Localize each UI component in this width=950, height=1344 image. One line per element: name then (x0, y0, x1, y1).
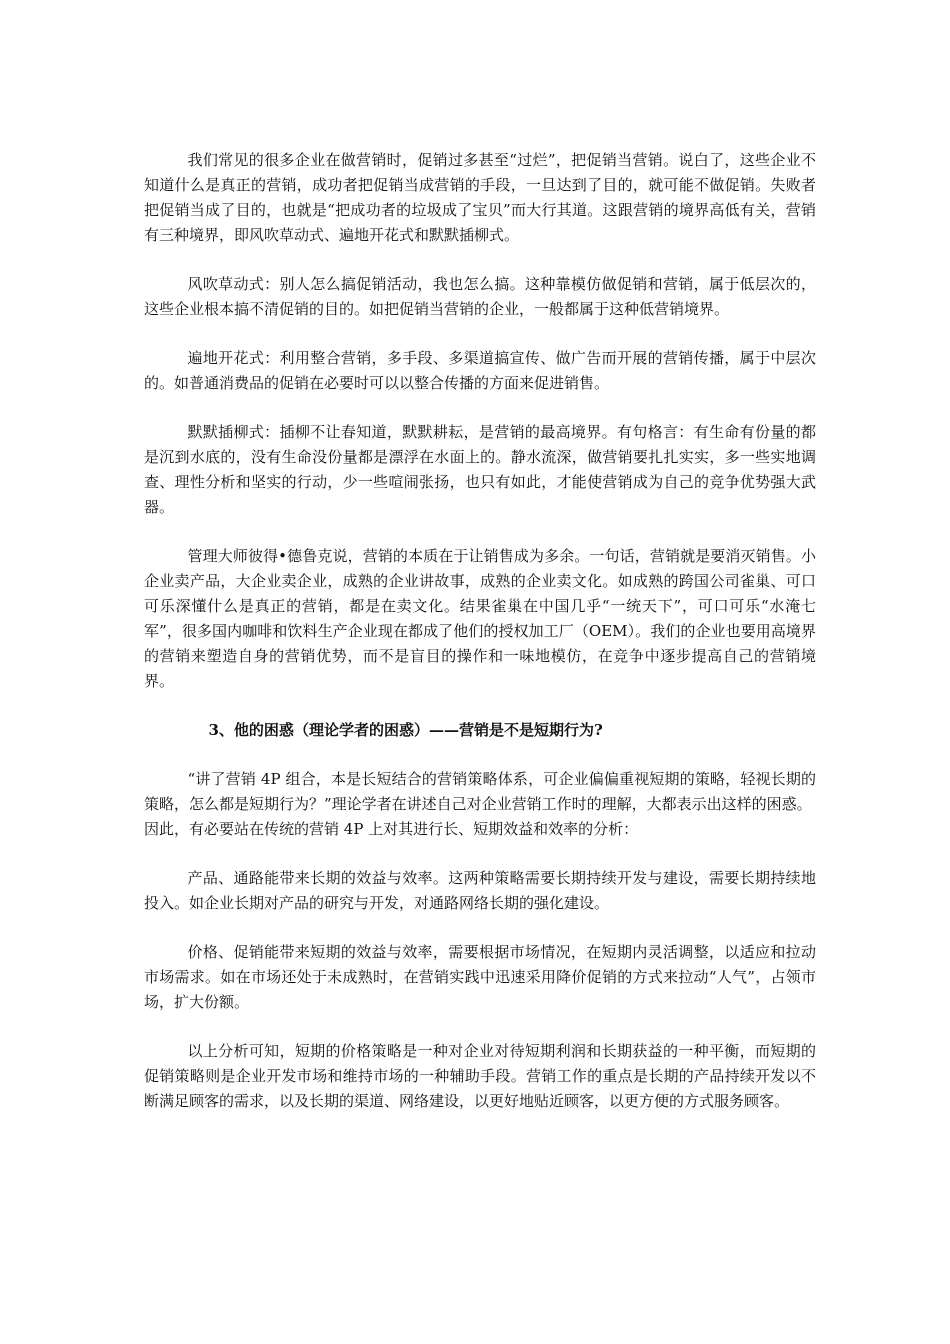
paragraph-marketing-levels: 我们常见的很多企业在做营销时，促销过多甚至“过烂”，把促销当营销。说白了，这些企业不知道什么是真正的营销，成功者把促销当成营销的手段，一旦达到了目的，就可能不做促销。失败者把促销当成了目的，也就是“把成功者的垃圾成了宝贝”而大行其道。这跟营销的境界高低有关，营销有三种境界，即风吹草动式、遍地开花式和默默插柳式。 (144, 151, 816, 244)
paragraph-intro: 因此，有必要站在传统的营销 4P 上对其进行长、短期效益和效率的分析： (144, 820, 639, 838)
paragraph-blooming: 遍地开花式：利用整合营销，多手段、多渠道搞宣传、做广告而开展的营销传播，属于中层次的。如普通消费品的促销在必要时可以以整合传播的方面来促进销售。 (144, 349, 816, 392)
paragraph-wind-grass: 风吹草动式：别人怎么搞促销活动，我也怎么搞。这种靠模仿做促销和营销，属于低层次的，这些企业根本搞不清促销的目的。如把促销当营销的企业，一般都属于这种低营销境界。 (144, 275, 816, 318)
paragraph-silent-willow: 默默插柳式：插柳不让春知道，默默耕耘，是营销的最高境界。有句格言：有生命有份量的都是沉到水底的，没有生命没份量都是漂浮在水面上的。静水流深，做营销要扎扎实实，多一些实地调查、理性分析和坚实的行动，少一些喧闹张扬，也只有如此，才能使营销成为自己的竞争优势强大武器。 (144, 423, 816, 516)
document-body (144, 148, 816, 1114)
paragraph-conclusion: 以上分析可知，短期的价格策略是一种对企业对待短期利润和长期获益的一种平衡，而短期的促销策略则是企业开发市场和维持市场的一种辅助手段。营销工作的重点是长期的产品持续开发以不断满足顾客的需求，以及长期的渠道、网络建设，以更好地贴近顾客，以更方便的方式服务顾客。 (144, 1042, 816, 1110)
section-heading: 3、他的困惑（理论学者的困惑）——营销是不是短期行为? (208, 721, 603, 739)
paragraph-drucker: 管理大师彼得•德鲁克说，营销的本质在于让销售成为多余。一句话，营销就是要消灭销售。小企业卖产品，大企业卖企业，成熟的企业讲故事，成熟的企业卖文化。如成熟的跨国公司雀巢、可口可乐深懂什么是真正的营销，都是在卖文化。结果雀巢在中国几乎“一统天下”，可口可乐“水淹七军”，很多国内咖啡和饮料生产企业现在都成了他们的授权加工厂（OEM）。我们的企业也要用高境界的营销来塑造自身的营销优势，而不是盲目的操作和一味地模仿，在竞争中逐步提高自己的营销境界。 (144, 547, 816, 690)
paragraph-quote: “讲了营销 4P 组合，本是长短结合的营销策略体系，可企业偏偏重视短期的策略，轻视长期的策略，怎么都是短期行为？”理论学者在讲述自己对企业营销工作时的理解，大都表示出这样的困惑。 (144, 770, 816, 813)
paragraph-product-channel: 产品、通路能带来长期的效益与效率。这两种策略需要长期持续开发与建设，需要长期持续地投入。如企业长期对产品的研究与开发，对通路网络长期的强化建设。 (144, 869, 816, 912)
paragraph-price-promotion: 价格、促销能带来短期的效益与效率，需要根据市场情况，在短期内灵活调整，以适应和拉动市场需求。如在市场还处于未成熟时，在营销实践中迅速采用降价促销的方式来拉动“人气”，占领市场，扩大份额。 (144, 943, 816, 1011)
